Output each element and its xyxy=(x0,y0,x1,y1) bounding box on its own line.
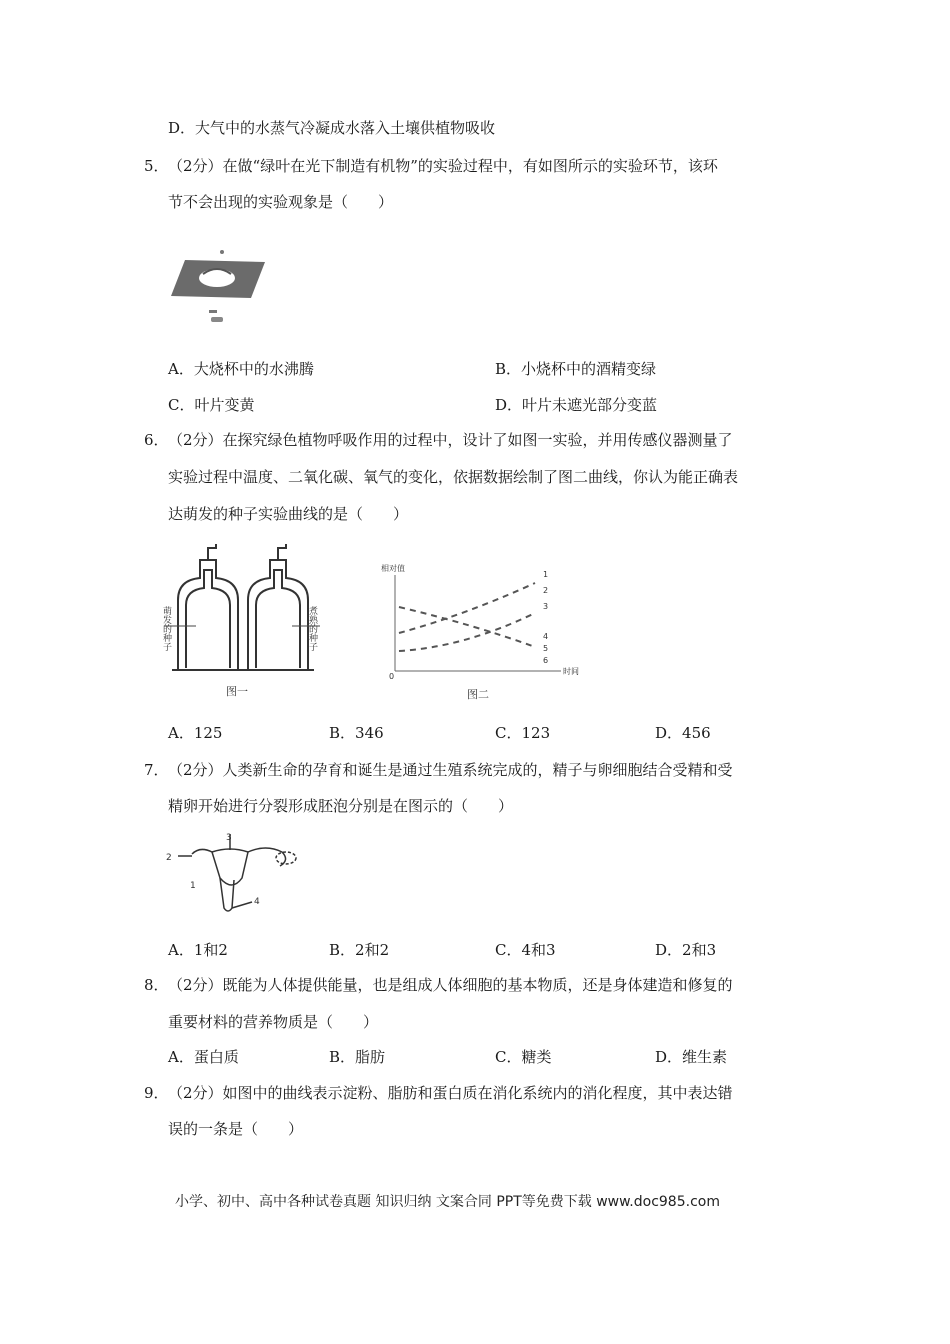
q8-option-b: B．脂肪 xyxy=(329,1048,386,1066)
q6-text-line1: （2分）在探究绿色植物呼吸作用的过程中，设计了如图一实验，并用传感仪器测量了 xyxy=(168,431,733,449)
q5-option-d: D．叶片未遮光部分变蓝 xyxy=(495,396,658,414)
q8-text-line1: （2分）既能为人体提供能量，也是组成人体细胞的基本物质，还是身体建造和修复的 xyxy=(168,976,733,994)
q7-option-c: C．4和3 xyxy=(495,941,556,959)
bottle-left xyxy=(172,544,244,670)
q7-text-line2: 精卵开始进行分裂形成胚泡分别是在图示的（ ） xyxy=(168,797,514,815)
curve-mid xyxy=(399,613,535,651)
bottle-right xyxy=(242,544,314,670)
curve-number-3: 3 xyxy=(543,602,549,611)
curve-number-1: 1 xyxy=(543,570,549,579)
q6-option-d: D．456 xyxy=(655,724,711,742)
q8-text-line2: 重要材料的营养物质是（ ） xyxy=(168,1013,379,1031)
q6-option-b: B．346 xyxy=(329,724,384,742)
q8-number: 8． xyxy=(144,976,169,994)
q6-figure-two-curves xyxy=(375,555,595,710)
q7-label-3: 3 xyxy=(226,833,232,843)
shaded-region xyxy=(199,269,235,287)
q6-option-c: C．123 xyxy=(495,724,551,742)
q6-y-axis-label: 相对值 xyxy=(381,564,405,573)
q7-label-4: 4 xyxy=(254,897,260,907)
q7-option-a: A．1和2 xyxy=(168,941,228,959)
q7-number: 7． xyxy=(144,761,169,779)
q7-figure-reproductive-system xyxy=(162,830,302,920)
curve-number-6: 6 xyxy=(543,656,549,665)
uterus-shape xyxy=(212,849,248,885)
curve-number-2: 2 xyxy=(543,586,549,595)
q6-option-a: A．125 xyxy=(168,724,223,742)
fallopian-tube-right xyxy=(248,848,286,866)
q6-origin: 0 xyxy=(389,672,395,681)
q7-option-b: B．2和2 xyxy=(329,941,390,959)
q6-figure-one-bottles xyxy=(160,540,360,710)
q5-option-a: A．大烧杯中的水沸腾 xyxy=(168,360,314,378)
q7-label-2: 2 xyxy=(166,853,172,863)
q5-option-b: B．小烧杯中的酒精变绿 xyxy=(495,360,657,378)
q6-left-label: 萌发的种子 xyxy=(161,606,171,651)
q6-right-label: 煮熟的种子 xyxy=(307,606,317,651)
q6-number: 6． xyxy=(144,431,169,449)
q7-option-d: D．2和3 xyxy=(655,941,717,959)
q5-option-c: C．叶片变黄 xyxy=(168,396,255,414)
q9-number: 9． xyxy=(144,1084,169,1102)
q5-number: 5． xyxy=(144,157,169,175)
curve-number-4: 4 xyxy=(543,632,549,641)
q9-text-line1: （2分）如图中的曲线表示淀粉、脂肪和蛋白质在消化系统内的消化程度，其中表达错 xyxy=(168,1084,733,1102)
q8-option-c: C．糖类 xyxy=(495,1048,552,1066)
fallopian-tube-left xyxy=(192,849,212,854)
q8-option-d: D．维生素 xyxy=(655,1048,728,1066)
q7-text-line1: （2分）人类新生命的孕育和诞生是通过生殖系统完成的，精子与卵细胞结合受精和受 xyxy=(168,761,733,779)
q6-x-axis-label: 时间 xyxy=(563,667,579,676)
curve-falling xyxy=(399,607,535,647)
q5-text-line1: （2分）在做“绿叶在光下制造有机物”的实验过程中，有如图所示的实验环节，该环 xyxy=(168,157,718,175)
curve-number-5: 5 xyxy=(543,644,549,653)
q7-label-1: 1 xyxy=(190,881,196,891)
q5-figure-leaf-beaker xyxy=(165,240,275,330)
q6-text-line3: 达萌发的种子实验曲线的是（ ） xyxy=(168,505,409,523)
q9-text-line2: 误的一条是（ ） xyxy=(168,1120,304,1138)
q5-text-line2: 节不会出现的实验观象是（ ） xyxy=(168,193,394,211)
q6-text-line2: 实验过程中温度、二氧化碳、氧气的变化，依据数据绘制了图二曲线，你认为能正确表 xyxy=(168,468,739,486)
q4-option-d: D．大气中的水蒸气冷凝成水落入土壤供植物吸收 xyxy=(168,119,496,137)
q6-caption-one: 图一 xyxy=(226,685,248,698)
q6-caption-two: 图二 xyxy=(467,688,489,701)
q8-option-a: A．蛋白质 xyxy=(168,1048,239,1066)
page-footer: 小学、初中、高中各种试卷真题 知识归纳 文案合同 PPT等免费下载 www.doc985.com xyxy=(175,1194,720,1210)
